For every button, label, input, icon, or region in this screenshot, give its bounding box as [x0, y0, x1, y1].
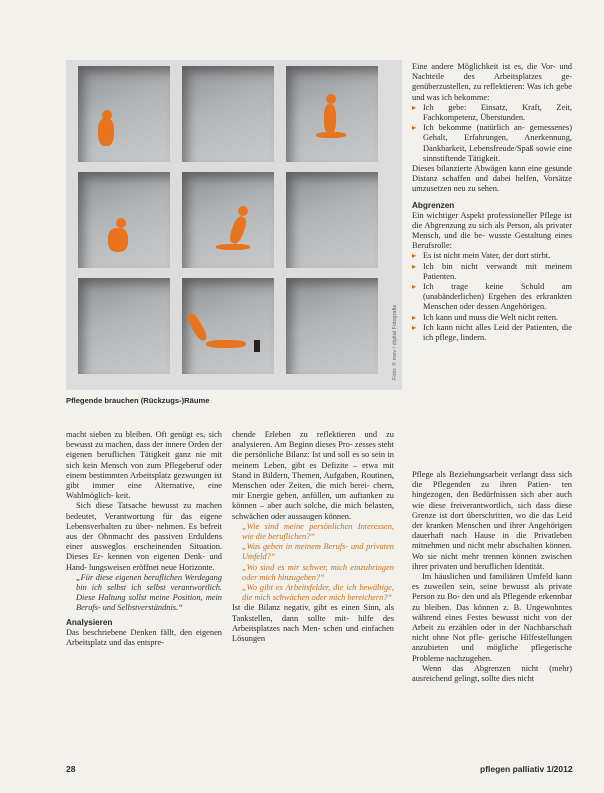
paragraph: Im häuslichen und familiären Umfeld kann es zuweilen sein, seine bewusst als private Person zu Bo- den und als Pflegende erkennbar zu bleiben. Das können z. B. Ungewohntes während eines Festes bewusst nicht von der Arbeit zu erzählen oder in der Nachbarschaft nicht ohne Not pfle- gerische Hilfestellungen anzubieten und mögliche pflegerische Probleme nachzugehen.	[412, 572, 572, 663]
list-item: ▸ Ich trage keine Schuld am (unabänderlichen) Ergehen des erkrankten Menschen oder dessen Angehörigen.	[412, 282, 572, 313]
wooden-figure-head	[116, 218, 126, 228]
shelf-cell	[78, 66, 170, 162]
question-item: „Was geben in meinem Berufs- und privaten Umfeld?“	[242, 542, 394, 562]
magazine-name: pflegen palliativ 1/2012	[480, 764, 573, 774]
column-right-top	[412, 62, 572, 343]
wooden-figure-head	[326, 94, 336, 104]
paragraph: chende Erleben zu reflektieren und zu analysieren. Am Beginn dieses Pro- zesses steht die persönliche Bilanz: Ist und soll es so sein in meinem Leben, gibt es Defizite – etwa mit Stand in Bildern, Themen, Aufgaben, Routinen, Menschen oder Zeiten, die mich berei- chern, mir Energie geben, anfüllen, um auftanken zu können – aber auch solche, die mich belasten, schwächen oder aussaugen können.	[232, 430, 394, 521]
bullet-list	[412, 103, 572, 164]
pull-quote: „Für diese eigenen beruflichen Werdegang bin ich selbst ich selbst verantwortlich. Diese Haltung sollst meine Position, mein Berufs- und Selbstverständnis.“	[76, 572, 222, 613]
question-list	[232, 522, 394, 604]
list-item: ▸ Es ist nicht mein Vater, der dort stirbt.	[412, 251, 572, 261]
paragraph: Wenn das Abgrenzen nicht (mehr) ausreichend gelingt, sollte dies nicht	[412, 663, 572, 684]
list-item: ▸ Ich bekomme (natürlich an- gemessenes) Gehalt, Erfahrungen, Anerkennung, Dankbarkeit, Lebensfreude/Spaß sowie eine sinnstiftende Tätigkeit.	[412, 123, 572, 164]
column-middle	[232, 430, 394, 644]
paragraph: Das beschriebene Denken fällt, den eigenen Arbeitsplatz und das entspre-	[66, 627, 222, 647]
shelf-cell	[182, 66, 274, 162]
shelf-cell	[182, 172, 274, 268]
wooden-figure	[324, 104, 336, 134]
question-item: „Wie sind meine persönlichen Interessen, wie die beruflichen?“	[242, 521, 394, 542]
section-heading: Analysieren	[66, 617, 113, 627]
photo-credit: Foto: © mev / digital Fotografie	[392, 304, 398, 380]
column-right-bottom	[412, 470, 572, 684]
paragraph: Ist die Bilanz negativ, gibt es einen Sinn, als Tankstellen, dann sollte mit- hilfe des Arbeitsplatzes nach Men- schen und einfachen Lösungen	[232, 603, 394, 644]
paragraph: Pflege als Beziehungsarbeit verlangt dass sich die Pflegenden zu ihren Patien- ten hingezogen, den Bedürfnissen sich aber auch wie diese freiverantwortlich, sich dass diese Grenze ist dort überschritten, wo die das Leid der kranken Menschen und ihrer Angehörigen dauerhaft nach Hause in die Privatleben mitnehmen und nicht mehr abschalten können. Wo sie nicht mehr trennen können zwischen ihrer privaten und beruflichen Identität.	[412, 470, 572, 571]
list-item: ▸ Ich gebe: Einsatz, Kraft, Zeit, Fachkompetenz, Überstunden.	[412, 103, 572, 123]
wooden-figure	[108, 228, 128, 252]
shelf-cell	[78, 278, 170, 374]
question-item: „Wo gibt es Arbeitsfelder, die ich bewältige, die mich schwächen oder mich bereichern?“	[242, 583, 394, 603]
list-item: ▸ Ich bin nicht verwandt mit meinem Patienten.	[412, 262, 572, 282]
paragraph: Ein wichtiger Aspekt professioneller Pflege ist die Abgrenzung zu sich als Person, als privater Mensch, und die be- wusste Gestaltung eines Berufsrolle:	[412, 210, 572, 251]
section-heading: Abgrenzen	[412, 200, 455, 210]
column-left	[66, 430, 222, 648]
wooden-figure-legs	[216, 244, 250, 250]
paragraph: Dieses bilanzierte Abwägen kann eine gesunde Distanz schaffen und dabei helfen, Vorsätze umzusetzen neu zu sehen.	[412, 164, 572, 194]
paragraph: macht sieben zu bleiben. Oft genügt es, sich bewusst zu machen, dass der innere Orden der eigenen beruflichen Tätigkeit ganz nie mit sich kein Mensch von zum Pflegeberuf oder einem bestimmten Arbeitsplatz gezwungen ist gibt immer eine Alternative, eine Wahlmöglich- keit.	[66, 430, 222, 501]
page-number: 28	[66, 764, 76, 774]
paragraph: Sich diese Tatsache bewusst zu machen bedeutet, Verantwortung für das eigene Lebensverhalten zu über- nehmen. Es befreit aus der Ohnmacht des passiven Erduldens einer ausweglos erscheinenden Situation. Dieses Er- kennen von eigenen Denk- und Hand- lungsweisen eröffnet neue Horizonte.	[66, 501, 222, 572]
wooden-figure	[98, 118, 114, 146]
paragraph: Eine andere Möglichkeit ist es, die Vor- und Nachteile des Arbeitsplatzes ge- genüberzustellen, zu reflektieren: Was ich gebe und was ich bekomme:	[412, 62, 572, 102]
article-photo	[66, 60, 402, 390]
wooden-figure-legs	[206, 340, 246, 348]
list-item: ▸ Ich kann und muss die Welt nicht retten.	[412, 313, 572, 323]
shelf-cell	[286, 172, 378, 268]
shelf-cell	[286, 278, 378, 374]
wooden-figure-head	[102, 110, 112, 120]
wooden-figure-head	[238, 206, 248, 216]
small-box	[254, 340, 260, 352]
bullet-list	[412, 251, 572, 343]
wooden-figure-legs	[316, 132, 346, 138]
question-item: „Wo sind es mir schwer, mich einzubringen oder mich hinzugeben?“	[242, 562, 394, 582]
photo-caption: Pflegende brauchen (Rückzugs-)Räume	[66, 396, 210, 405]
list-item: ▸ Ich kann nicht alles Leid der Patienten, die ich pflege, lindern.	[412, 323, 572, 343]
